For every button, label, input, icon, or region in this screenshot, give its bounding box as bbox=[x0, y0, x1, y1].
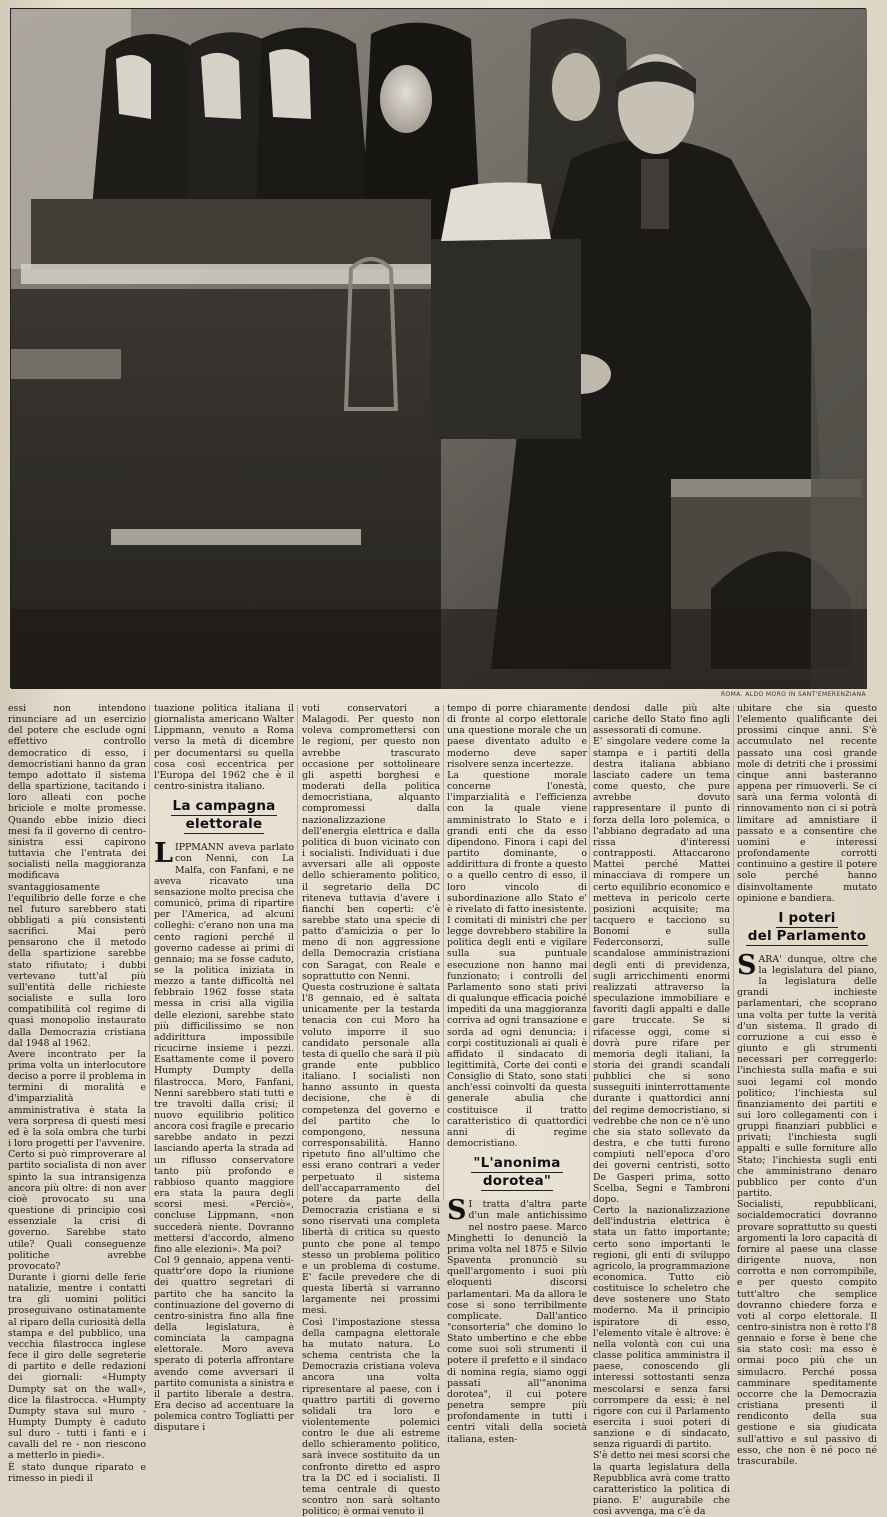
column-rule bbox=[149, 705, 150, 1200]
paragraph-text: IPPMANN aveva parlato con Nenni, con La Malfa, con Fanfani, e ne aveva ricavato una sensazione molto precisa che comunicò, prima di ripartire per l'America, ad alcuni colleghi: c'erano non una ma cento ragioni perché il governo cadesse ai primi di gennaio; ma se fosse caduto, se la politica iniziata in mezzo a tante difficoltà nel febbraio 1962 fosse stata messa in crisi alla vigilia delle elezioni, sarebbe stato più difficilissimo se non addirittura impossibile ricucirne insieme i pezzi. Esattamente come il povero Humpty Dumpty della filastrocca. Moro, Fanfani, Nenni sarebbero stati tutti e tre travolti dalla crisi; il nuovo equilibrio politico ancora così fragile e precario sarebbe andato in pezzi lasciando aperta la strada ad un riflusso conservatore tanto più profondo e rabbioso quanto maggiore era stata la paura degli scorsi mesi. «Perciò», concluse Lippmann, «non succederà niente. Dovranno mettersi d'accordo, almeno fino alle elezioni». Ma poi? bbox=[154, 842, 294, 1255]
subheading-line: dorotea" bbox=[482, 1173, 552, 1190]
paragraph: Così l'impostazione stessa della campagna elettorale ha mutato natura. Lo schema centrista che la Democrazia cristiana voleva ancora una volta ripresentare al paese, con i quattro partiti di governo solidali tra loro e violentemente polemici contro le due ali estreme dello schieramento politico, sarà invece sostituito da un confronto diretto ed aspro tra la DC ed i socialisti. Il tema centrale di questo scontro non sarà soltanto politico; è ormai venuto il bbox=[302, 1316, 440, 1517]
paragraph: Certo la nazionalizzazione dell'industria elettrica è stata un fatto importante; certo sono importanti le regioni, gli enti di sviluppo agricolo, la programmazione economica. Tutto ciò costituisce lo scheletro che deve sostenere uno Stato moderno. Ma il principio ispiratore di esso, l'elemento vitale è altrove: è nella volontà con cui una classe politica amministra il paese, conoscendo gli interessi sottostanti senza mescolarsi e senza farsi corrompere da essi; è nel rigore con cui il Parlamento esercita i suoi poteri di sanzione e di sindacato, senza riguardi di partito. bbox=[593, 1205, 730, 1451]
subheading-line: elettorale bbox=[185, 816, 263, 833]
subheading-poteri-parlamento bbox=[737, 910, 877, 946]
paragraph bbox=[737, 949, 877, 1200]
paragraph: dendosi dalle più alte cariche dello Stato fino agli assessorati di comune. bbox=[593, 703, 730, 737]
drop-cap: L bbox=[154, 838, 173, 870]
paragraph: È stato dunque riparato e rimesso in piedi il bbox=[8, 1461, 146, 1484]
column-rule bbox=[733, 705, 734, 1200]
paragraph: Certo si può rimproverare al partito socialista di non aver spinto la sua intransigenza ancora più oltre: di non aver cioè provocato su una questione di principio così essenziale la crisi di governo. Sarebbe stato utile? Quali conseguenze politiche avrebbe provocato? bbox=[8, 1149, 146, 1272]
subheading-line: del Parlamento bbox=[747, 927, 867, 944]
subheading-line: La campagna bbox=[172, 798, 276, 815]
paragraph: ubitare che sia questo l'elemento qualificante dei prossimi cinque anni. S'è accumulato nel recente passato una così grande mole di detriti che i prossimi cinque anni basteranno appena per rimuoverli. Se ci sarà una ferma volontà di rinnovamento non ci si potrà limitare ad amnistiare il passato e a consentire che uomini e interessi profondamente corrotti continuino a gestire il potere solo perché hanno disinvoltamente mutato opinione e bandiera. bbox=[737, 703, 877, 904]
subheading-anonima-dorotea bbox=[447, 1155, 587, 1191]
article-column-4 bbox=[447, 703, 587, 1445]
paragraph: tuazione politica italiana il giornalista americano Walter Lippmann, venuto a Roma verso la metà di dicembre per documentarsi su quella cosa così eccentrica per l'Europa del 1962 che è il centro-sinistra italiano. bbox=[154, 703, 294, 793]
paragraph-text: I tratta d'altra parte d'un male antichissimo nel nostro paese. Marco Minghetti lo denunciò la prima volta nel 1875 e Silvio Spaventa pronunciò su quell'argomento i suoi più eloquenti discorsi parlamentari. Ma da allora le cose si sono terribilmente complicate. Dall'antico "consorteria" che domino lo Stato umbertino e che ebbe come suoi soli strumenti il potere il prefetto e il sindaco di nomina regia, siamo oggi passati all'"anonima dorotea", il cui potere penetra sempre più profondamente in tutti i centri vitali della società italiana, esten- bbox=[447, 1199, 587, 1445]
article-column-5 bbox=[593, 703, 730, 1517]
subheading-line: I poteri bbox=[778, 909, 836, 926]
column-rule bbox=[443, 705, 444, 1200]
article-column-2 bbox=[154, 703, 294, 1434]
church-pew-photo bbox=[11, 9, 867, 689]
paragraph: Avere incontrato per la prima volta un interlocutore deciso a porre il problema in termini di moralità e d'imparzialità amministrativa è stata la vera sorpresa di questi mesi ed è la sola ombra che turbi i loro progetti per l'avvenire. bbox=[8, 1048, 146, 1150]
article-column-6 bbox=[737, 703, 877, 1467]
paragraph: essi non intendono rinunciare ad un esercizio del potere che esclude ogni effettivo controllo democratico di esso, i democristiani hanno da gran tempo adottato il sistema della spartizione, tacitando i loro alleati con poche briciole e molte promesse. Quando ebbe inizio dieci mesi fa il governo di centro-sinistra essi capirono tuttavia che l'entrata dei socialisti nella maggioranza modificava svantaggiosamente l'equilibrio delle forze e che nel futuro sarebbero stati obbligati a più consistenti sacrifici. Mai però pensarono che il metodo della spartizione sarebbe stato rifiutato; i dubbi vertevano tutt'al più sull'entità delle richieste socialiste e sulla loro compatibilità col regime di quasi monopolio instaurato dalla Democrazia cristiana dal 1948 al 1962. bbox=[8, 703, 146, 1049]
paragraph: Durante i giorni delle ferie natalizie, mentre i contatti tra gli uomini politici proseguivano ostinatamente al riparo della curiosità della stampa e del pubblico, una vecchia filastrocca inglese fece il giro delle segreterie di partito e delle redazioni dei giornali: «Humpty Dumpty sat on the wall», dice la filastrocca. «Humpty Dumpty stava sul muro - Humpty Dumpty è caduto sul duro - tutti i fanti e i cavalli del re - non riescono a metterlo in piedi». bbox=[8, 1271, 146, 1462]
paragraph: Socialisti, repubblicani, socialdemocratici dovranno provare soprattutto su questi argomenti la loro capacità di fornire al paese una classe dirigente nuova, non corrotta e non corrompibile, e per questo compito tutt'altro che semplice dovranno chiedere forza e voti al corpo elettorale. Il centro-sinistra non è rotto l'8 gennaio e forse è bene che sia stato così: ma esso è ormai poco più che un simulacro. Perché possa camminare speditamente occorre che la Democrazia cristiana presenti il rendiconto della sua gestione e sia giudicata sull'attivo e sul passivo di esso, che non è né poco né trascurabile. bbox=[737, 1199, 877, 1467]
subheading-campagna-elettorale bbox=[154, 798, 294, 834]
paragraph: S'è detto nei mesi scorsi che la quarta legislatura della Repubblica avrà come tratto caratteristico la politica di piano. E' augurabile che così avvenga, ma c'è da bbox=[593, 1450, 730, 1517]
paragraph: voti conservatori a Malagodi. Per questo non voleva compromettersi con le regioni, per questo non avrebbe trascurato occasione per sottolineare gli aspetti borghesi e moderati della politica democristiana, alquanto compromessi dalla nazionalizzazione dell'energia elettrica e dalla politica di buon vicinato con i socialisti. Individuati i due avversari alle ali opposte dello schieramento politico, il segretario della DC riteneva tuttavia d'avere i fianchi ben coperti: c'è sarebbe stato una specie di patto d'amicizia o per lo meno di non aggressione della Democrazia cristiana con Saragat, con Reale e soprattutto con Nenni. bbox=[302, 703, 440, 982]
subheading-line: "L'anonima bbox=[473, 1155, 561, 1172]
paragraph: Col 9 gennaio, appena venti-quattr'ore dopo la riunione dei quattro segretari di partito che ha sancito la continuazione del governo di centro-sinistra fino alla fine della legislatura, è cominciata la campagna elettorale. Moro aveva sperato di poterla affrontare avendo come avversari il partito comunista a sinistra e il partito liberale a destra. Era deciso ad accentuare la polemica contro Togliatti per disputare i bbox=[154, 1255, 294, 1434]
column-rule bbox=[297, 705, 298, 1200]
paragraph bbox=[447, 1195, 587, 1445]
column-rule bbox=[589, 705, 590, 1200]
paragraph: E' singolare vedere come la stampa e i partiti della destra italiana abbiano lasciato cadere un tema come questo, che pure avrebbe dovuto rappresentare il punto di forza della loro polemica, o l'abbiano degradato ad una rissa d'interessi contrapposti. Attaccarono Mattei perché Mattei minacciava di rompere un certo equilibrio economico e metteva in pericolo certe posizioni acquisite; ma tacquero e tacciono su Bonomi e sulla Federconsorzi, sulle scandalose amministrazioni degli enti di previdenza, sugli arricchimenti enormi realizzati attraverso la speculazione immobiliare e favoriti dagli appalti e dalle gare truccate. Se si rifacesse oggi, come si dovrà pure rifare per memoria degli italiani, la storia dei grandi scandali pubblici che si sono susseguiti ininterrottamente durante i quattordici anni del regime democristiano, si vedrebbe che non ce n'è uno che sia stato sollevato da destra, e che tutti furono compiuti nell'epoca d'oro dei governi centristi, sotto De Gasperi prima, sotto Scelba, Segni e Tambroni dopo. bbox=[593, 736, 730, 1205]
drop-cap: S bbox=[447, 1195, 467, 1227]
paragraph: La questione morale concerne l'onestà, l'imparzialità e l'efficienza con la quale viene amministrato lo Stato e i grandi enti che da esso dipendono. Finora i capi del partito dominante, o addirittura di fronte a questo o a quello centro di esso, il loro vincolo di subordinazione allo Stato e' è rivelato di fatto inesistente. I comitati di ministri che per legge dovrebbero stabilire la politica degli enti e vigilare sulla sua puntuale esecuzione non hanno mai funzionato; i controlli del Parlamento sono stati privi di qualunque efficacia poiché impediti da una maggioranza corriva ad ogni transazione e sorda ad ogni denuncia; i corpi costituzionali ai quali è affidato il sindacato di legittimità, Corte dei conti e Consiglio di Stato, sono stati anch'essi coinvolti da questa generale abulia che costituisce il tratto caratteristico di quattordici anni di regime democristiano. bbox=[447, 769, 587, 1150]
photograph bbox=[10, 8, 866, 688]
paragraph-text: ARA' dunque, oltre che la legislatura del piano, la legislatura delle grandi inchieste parlamentari, che scoprano una volta per tutte la verità d'un sistema. Il grado di corruzione a cui esso è giunto e gli strumenti necessari per correggerlo: l'inchiesta sulla mafia e sui suoi legami col mondo politico; l'inchiesta sul finanziamento dei partiti e sui loro collegamenti con i gruppi finanziari pubblici e privati; l'inchiesta sugli appalti e sulle forniture allo Stato; l'inchiesta sugli enti che amministrano denaro pubblico per conto d'un partito. bbox=[737, 953, 877, 1200]
article-column-1 bbox=[8, 703, 146, 1484]
photo-caption: ROMA. ALDO MORO IN SANT'EMERENZIANA bbox=[720, 691, 866, 698]
paragraph bbox=[154, 838, 294, 1255]
paragraph: Questa costruzione è saltata l'8 gennaio, ed è saltata unicamente per la testarda tenacia con cui Moro ha voluto imporre il suo candidato personale alla testa di quello che sarà il più grande ente pubblico italiano. I socialisti non hanno assunto in questa decisione, che è di competenza del governo e del partito che lo compongono, nessuna corresponsabilità. Hanno ripetuto fino all'ultimo che essi erano contrari a veder perpetuato il sistema dell'accaparramento del potere da parte della Democrazia cristiana e si sono riservati una completa libertà di critica su questo punto che pone al tempo stesso un problema politico e un problema di costume. E' facile prevedere che di questa libertà si varranno largamente nei prossimi mesi. bbox=[302, 981, 440, 1317]
paragraph: tempo di porre chiaramente di fronte al corpo elettorale una questione morale che un paese diventato adulto e moderno deve saper risolvere senza incertezze. bbox=[447, 703, 587, 770]
article-column-3 bbox=[302, 703, 440, 1517]
drop-cap: S bbox=[737, 949, 757, 981]
